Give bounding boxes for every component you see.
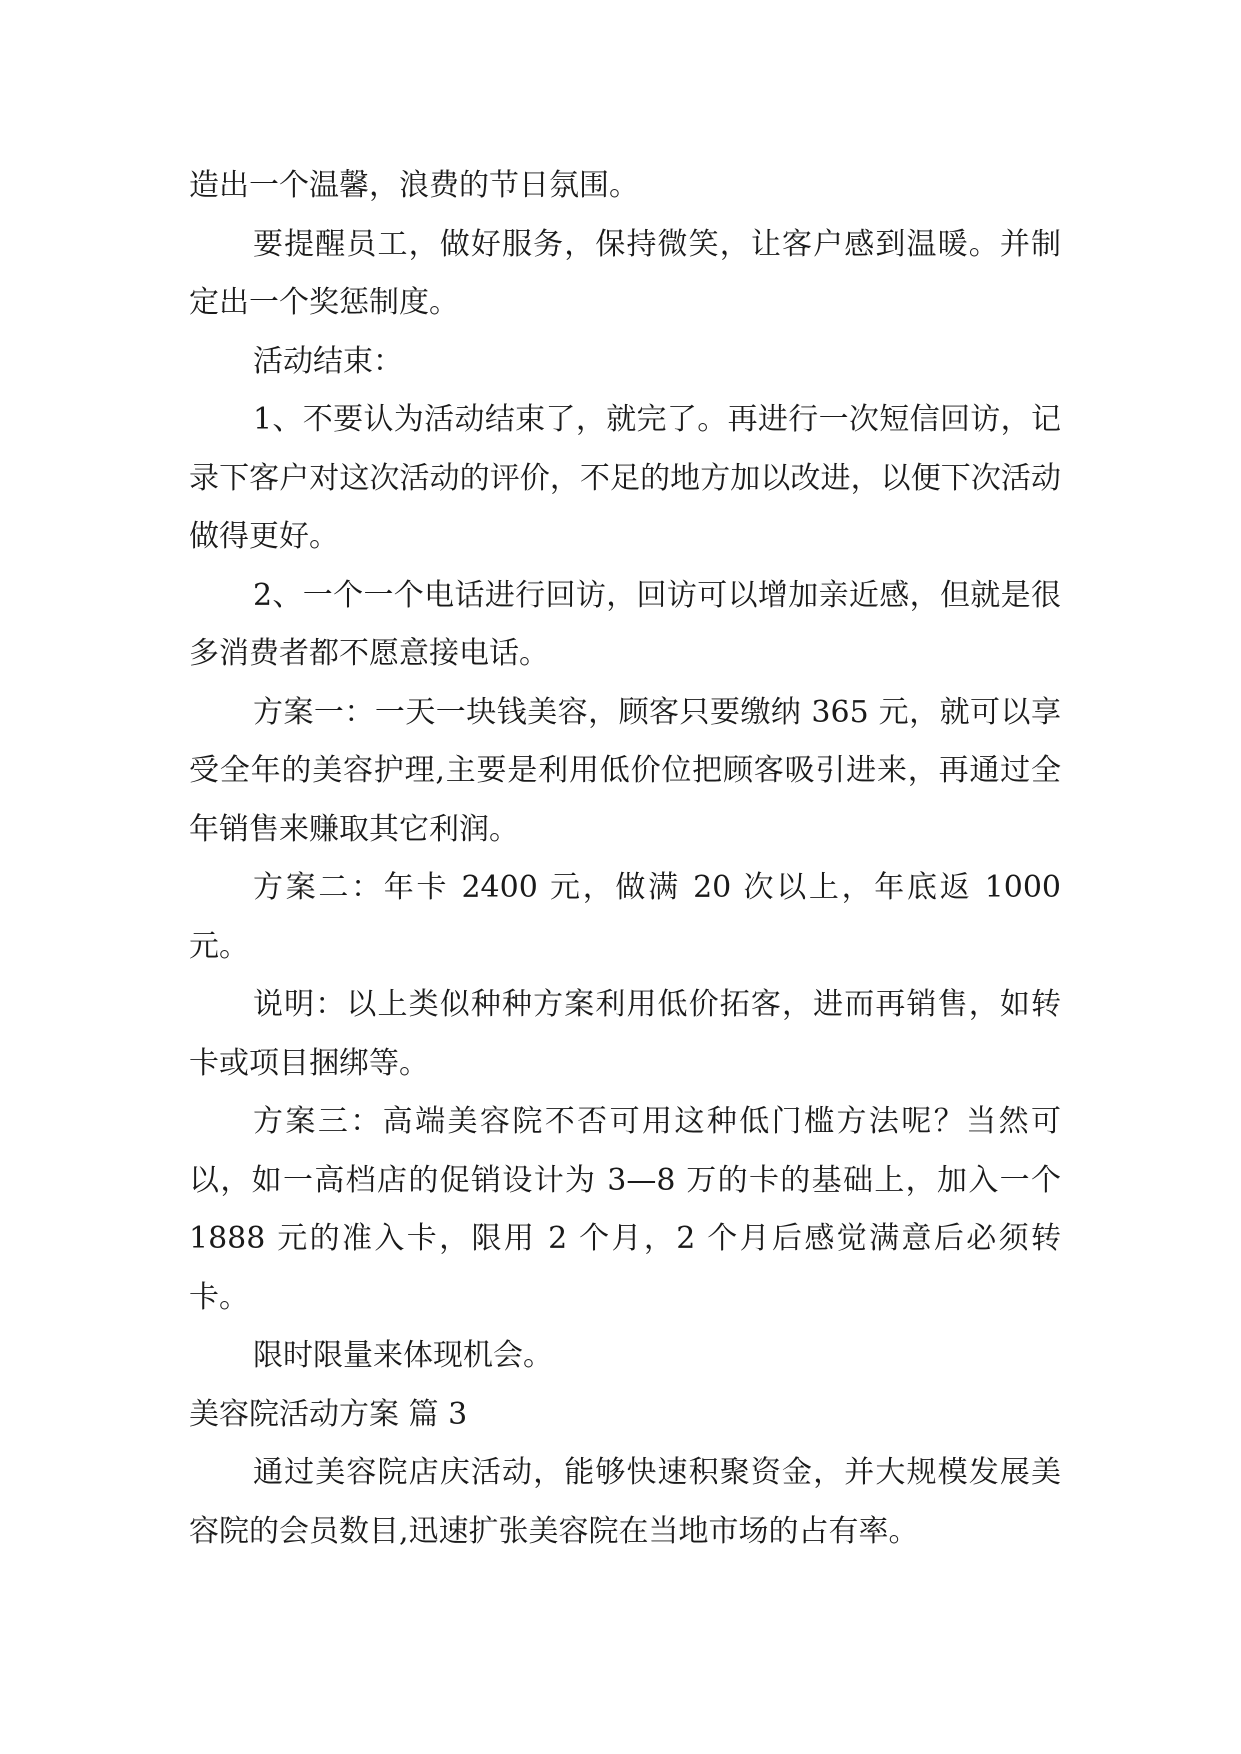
paragraph-12: 通过美容院店庆活动，能够快速积聚资金，并大规模发展美容院的会员数目,迅速扩张美容院在当地市场的占有率。 xyxy=(189,1455,1061,1549)
section-heading: 美容院活动方案 篇 3 xyxy=(189,1396,468,1432)
paragraph-10: 限时限量来体现机会。 xyxy=(253,1338,553,1373)
paragraph-9: 方案三：高端美容院不否可用这种低门槛方法呢？当然可以，如一高档店的促销设计为 3—8 万的卡的基础上，加入一个 1888 元的准入卡，限用 2 个月，2 个月后感觉满意后必须转卡。 xyxy=(189,1104,1061,1315)
paragraph-2: 要提醒员工，做好服务，保持微笑，让客户感到温暖。并制定出一个奖惩制度。 xyxy=(189,226,1061,320)
paragraph-3: 活动结束： xyxy=(253,343,403,379)
paragraph-5: 2、一个一个电话进行回访，回访可以增加亲近感，但就是很多消费者都不愿意接电话。 xyxy=(189,577,1061,671)
paragraph-4: 1、不要认为活动结束了，就完了。再进行一次短信回访，记录下客户对这次活动的评价，不足的地方加以改进，以便下次活动做得更好。 xyxy=(189,402,1061,554)
document-body xyxy=(189,157,1061,1561)
paragraph-6: 方案一：一天一块钱美容，顾客只要缴纳 365 元，就可以享受全年的美容护理,主要是利用低价位把顾客吸引进来，再通过全年销售来赚取其它利润。 xyxy=(189,694,1061,847)
paragraph-7: 方案二：年卡 2400 元，做满 20 次以上，年底返 1000 元。 xyxy=(189,870,1061,964)
paragraph-8: 说明：以上类似种种方案利用低价拓客，进而再销售，如转卡或项目捆绑等。 xyxy=(189,987,1061,1081)
paragraph-1: 造出一个温馨，浪费的节日氛围。 xyxy=(189,168,639,203)
